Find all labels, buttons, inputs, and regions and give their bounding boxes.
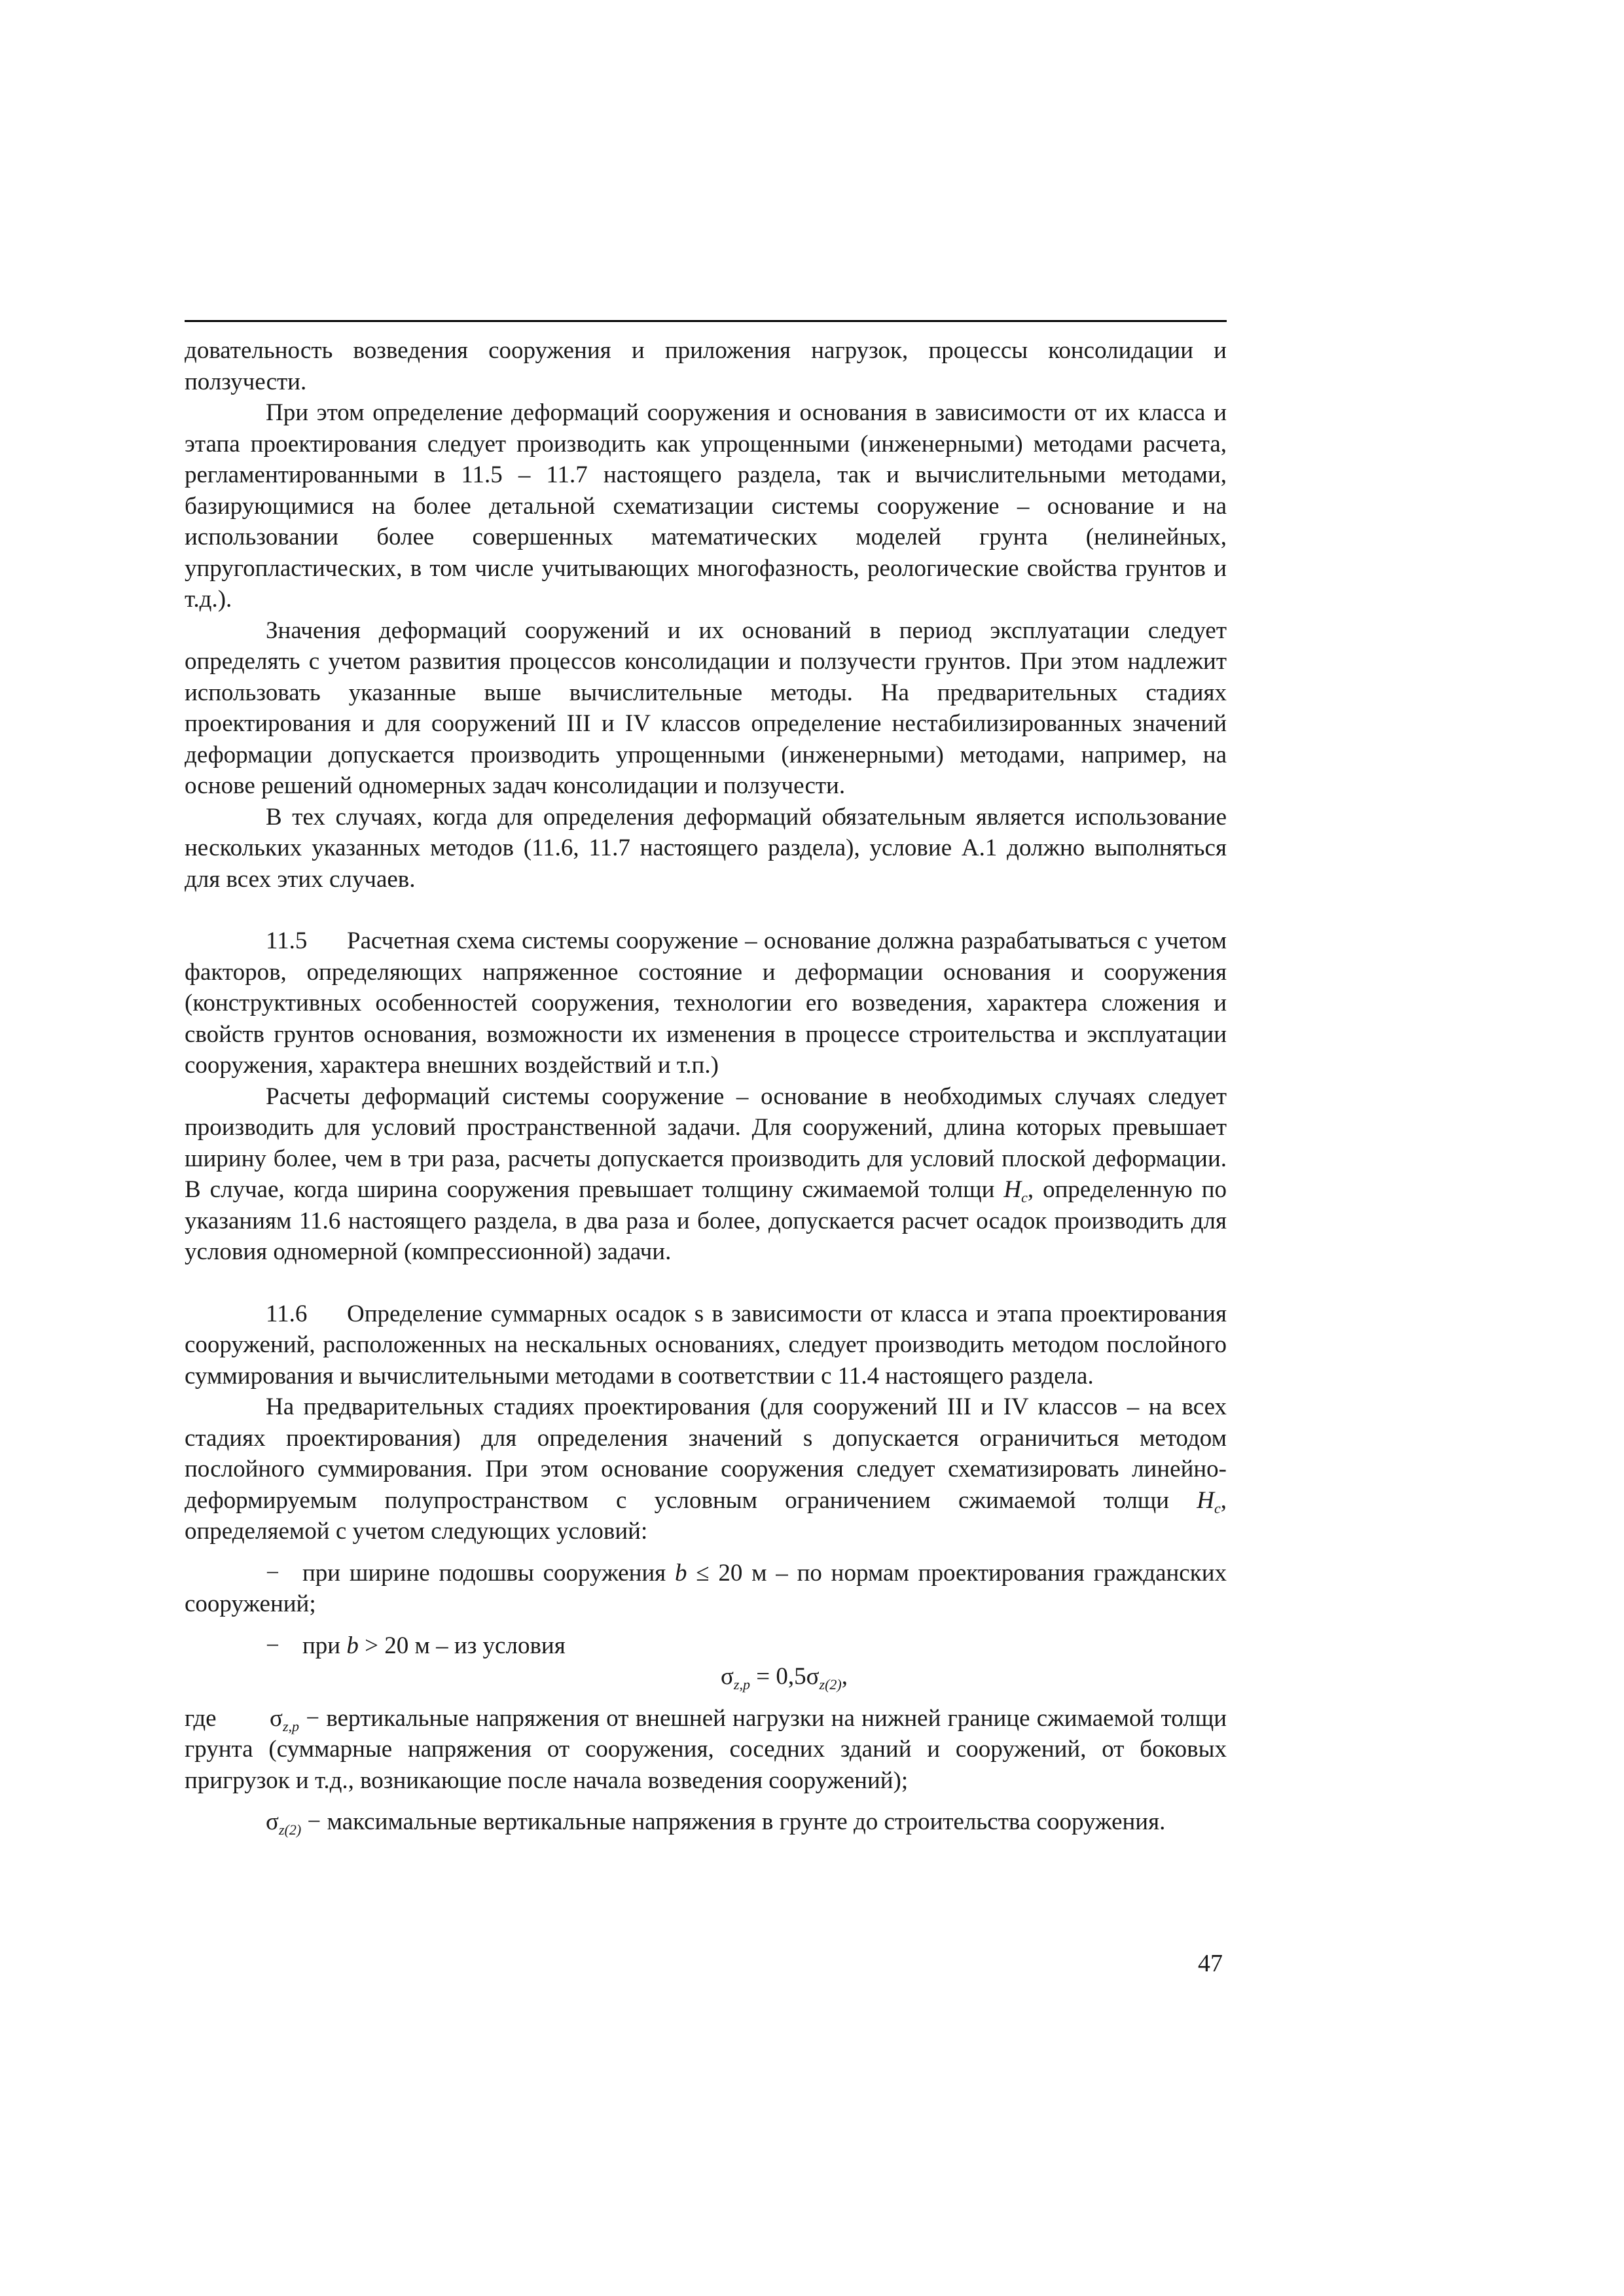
paragraph-multiple-methods: В тех случаях, когда для определения деформаций обязательным является использование нескольких указанных методов (11.6, 11.7 настоящего раздела), условие А.1 должно выполняться для всех этих случаев.: [185, 803, 1227, 893]
page-body: [185, 335, 1227, 1838]
paragraph-continuation: довательность возведения сооружения и приложения нагрузок, процессы консолидации и ползучести.: [185, 337, 1227, 395]
list-item: − при b > 20 м – из условия: [266, 1632, 566, 1659]
symbol-h: H: [1197, 1486, 1214, 1514]
header-rule: [185, 320, 1227, 322]
section-11-5: [185, 925, 1227, 1081]
section-11-6: [185, 1299, 1227, 1392]
paragraph-operation-period: Значения деформаций сооружений и их оснований в период эксплуатации следует определять с учетом развития процессов консолидации и ползучести грунтов. При этом надлежит использовать указанные выше вычислительные методы. На предварительных стадиях проектирования и для сооружений III и IV классов определение нестабилизированных значений деформации допускается производить упрощенными (инженерными) методами, например, на основе решений одномерных задач консолидации и ползучести.: [185, 617, 1227, 799]
section-number: 11.5: [266, 927, 308, 954]
section-number: 11.6: [266, 1300, 308, 1327]
section-text: Расчетная схема системы сооружение – основание должна разрабатываться с учетом факторов, определяющих напряженное состояние и деформации основания и сооружения (конструктивных особенностей сооружения, технологии его возведения, характера сложения и свойств грунтов основания, возможности их изменения в процессе строительства и эксплуатации сооружения, характера внешних воздействий и т.п.): [185, 927, 1227, 1079]
paragraph-deformation-methods: При этом определение деформаций сооружения и основания в зависимости от их класса и этапа проектирования следует производить как упрощенными (инженерными) методами расчета, регламентированными в 11.5 – 11.7 настоящего раздела, так и вычислительными методами, базирующимися на более детальной схематизации системы сооружение – основание и на использовании более совершенных математических моделей грунта (нелинейных, упругопластических, в том числе учитывающих многофазность, реологические свойства грунтов и т.д.).: [185, 399, 1227, 613]
page-number: 47: [1198, 1950, 1223, 1977]
paragraph-spatial-problem: Расчеты деформаций системы сооружение – основание в необходимых случаях следует производить для условий пространственной задачи. Для сооружений, длина которых превышает ширину более, чем в три раза, расчеты допускается производить для условий плоской деформации. В случае, когда ширина сооружения превышает толщину сжимаемой толщи $H_c$, определенную по указаниям 11.6 настоящего раздела, в два раза и более, допускается расчет осадок производить для условия одномерной (компрессионной) задачи.: [185, 1083, 1227, 1265]
section-text: Определение суммарных осадок s в зависимости от класса и этапа проектирования сооружений, расположенных на нескальных основаниях, следует производить методом послойного суммирования и вычислительными методами в соответствии с 11.4 настоящего раздела.: [185, 1300, 1227, 1390]
list-item: − при ширине подошвы сооружения b ≤ 20 м – по нормам проектирования гражданских сооружений;: [185, 1559, 1227, 1617]
formula-stress-condition: $\sigma_{z,p} = 0,5\sigma_{z(2)}$,: [720, 1663, 848, 1693]
symbol-h: H: [1003, 1176, 1022, 1203]
definition-sigma-z2: $\sigma_{z(2)}$ − максимальные вертикальные напряжения в грунте до строительства сооружения.: [266, 1808, 1166, 1838]
paragraph-preliminary-stages: На предварительных стадиях проектирования (для сооружений III и IV классов – на всех стадиях проектирования) для определения значений s допускается ограничиться методом послойного суммирования. При этом основание сооружения следует схематизировать линейно-деформируемым полупространством с условным ограничением сжимаемой толщи $H_c$, определяемой с учетом следующих условий:: [185, 1393, 1227, 1545]
definition-sigma-zp: где $\sigma_{z,p}$ − вертикальные напряжения от внешней нагрузки на нижней границе сжимаемой толщи грунта (суммарные напряжения от сооружения, соседних зданий и сооружений, от боковых пригрузок и т.д., возникающие после начала возведения сооружений);: [185, 1704, 1227, 1794]
